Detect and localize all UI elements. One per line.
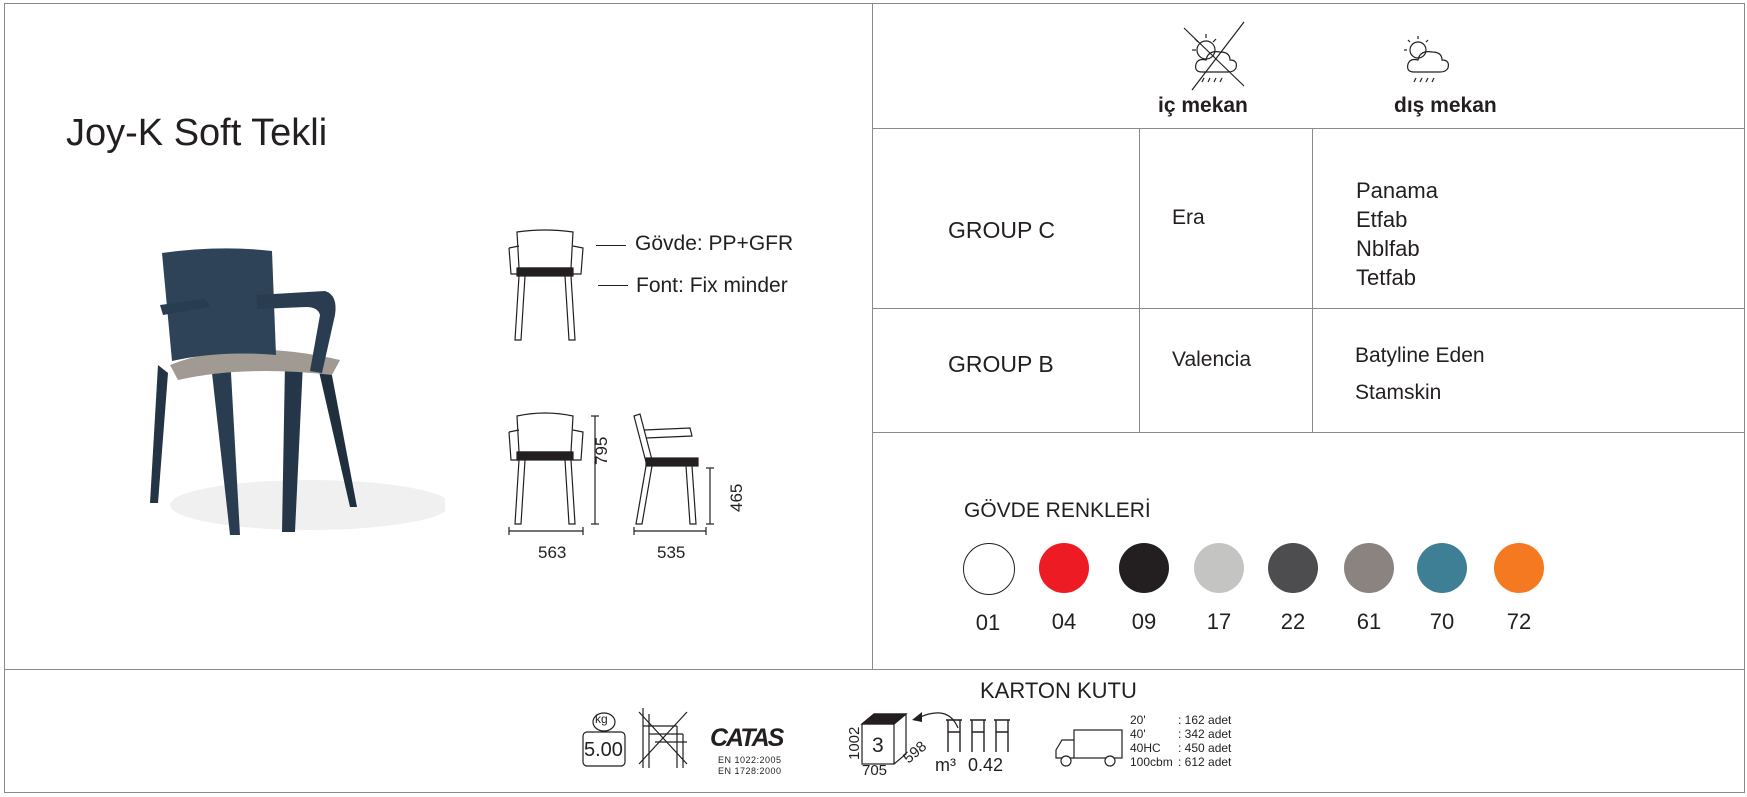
product-title: Joy-K Soft Tekli [66, 112, 328, 154]
volume-unit: m³ [935, 755, 956, 775]
box-quantity: 3 [872, 734, 884, 757]
fabric-item: Nblfab [1356, 236, 1420, 261]
fabric-item: Panama [1356, 178, 1438, 203]
body-colors-title: GÖVDE RENKLERİ [964, 499, 1151, 522]
catas-logo: CATAS [710, 724, 783, 752]
box-icon [858, 710, 910, 770]
group-b-label: GROUP B [948, 351, 1054, 377]
dimension-seat-height: 465 [727, 483, 746, 512]
group-b-fabric-1: Batyline Eden [1355, 344, 1485, 367]
frame-top [4, 3, 1745, 4]
color-code: 61 [1356, 609, 1382, 634]
color-code: 09 [1131, 609, 1157, 634]
dimension-height: 795 [592, 436, 611, 465]
table-line-3 [872, 432, 1744, 433]
color-swatch-09 [1119, 543, 1169, 593]
divider-horizontal-bottom [4, 669, 1745, 670]
color-swatch-04 [1039, 543, 1089, 593]
group-b-fabric-2: Stamskin [1355, 381, 1442, 404]
spec-body: Gövde: PP+GFR [635, 232, 794, 255]
color-swatch-01 [963, 543, 1015, 595]
chair-photo [60, 245, 445, 535]
frame-right [1744, 3, 1745, 793]
color-code: 22 [1280, 609, 1306, 634]
divider-vertical-main [872, 3, 873, 670]
color-swatch-72 [1494, 543, 1544, 593]
shipping-container: 100cbm [1130, 755, 1173, 769]
shipping-container: 40' [1130, 727, 1146, 741]
chair-front-dimension-drawing [505, 410, 605, 535]
box-depth: 598 [900, 737, 931, 768]
color-code: 01 [975, 610, 1001, 635]
truck-icon [1054, 728, 1124, 768]
weight-unit: kg [595, 712, 608, 726]
box-height: 1002 [846, 726, 863, 760]
spec-leader-1 [596, 245, 626, 246]
chair-front-sketch [505, 228, 587, 343]
table-line-2 [872, 308, 1744, 309]
color-code: 17 [1206, 609, 1232, 634]
volume-value: 0.42 [968, 755, 1004, 775]
dimension-width: 563 [538, 543, 567, 562]
standard-2: EN 1728:2000 [718, 766, 782, 776]
weight-value: 5.00 [584, 739, 623, 761]
weather-icon [1396, 32, 1460, 86]
indoor-label: iç mekan [1158, 94, 1248, 117]
spec-seat: Font: Fix minder [636, 274, 788, 297]
chair-side-dimension-drawing [630, 410, 730, 535]
shipping-container: 20' [1130, 713, 1146, 727]
group-b-collection: Valencia [1172, 348, 1251, 371]
table-col-2 [1312, 128, 1313, 432]
group-c-fabrics [1356, 176, 1438, 292]
box-width: 705 [862, 762, 888, 779]
frame-bottom [4, 792, 1745, 793]
spec-leader-2 [598, 285, 628, 286]
standard-1: EN 1022:2005 [718, 755, 782, 765]
dimension-depth: 535 [657, 543, 686, 562]
table-line-1 [872, 128, 1744, 129]
stacked-chairs-icon [942, 718, 1020, 754]
color-swatch-70 [1417, 543, 1467, 593]
color-swatch-22 [1268, 543, 1318, 593]
table-col-1 [1139, 128, 1140, 432]
fabric-item: Etfab [1356, 207, 1408, 232]
shipping-amount: : 342 adet [1178, 727, 1232, 741]
color-swatch-61 [1344, 543, 1394, 593]
color-code: 70 [1429, 609, 1455, 634]
no-weather-icon [1180, 20, 1250, 92]
color-code: 72 [1506, 609, 1532, 634]
stacking-icon [637, 706, 691, 770]
outdoor-label: dış mekan [1394, 94, 1497, 117]
color-code: 04 [1051, 609, 1077, 634]
carton-title: KARTON KUTU [980, 678, 1137, 703]
frame-left [4, 3, 5, 793]
shipping-amount: : 162 adet [1178, 713, 1232, 727]
fabric-item: Tetfab [1356, 265, 1416, 290]
group-c-label: GROUP C [948, 217, 1055, 243]
group-c-collection: Era [1172, 206, 1205, 229]
shipping-amount: : 612 adet [1178, 755, 1232, 769]
color-swatch-17 [1194, 543, 1244, 593]
shipping-container: 40HC [1130, 741, 1161, 755]
shipping-amount: : 450 adet [1178, 741, 1232, 755]
